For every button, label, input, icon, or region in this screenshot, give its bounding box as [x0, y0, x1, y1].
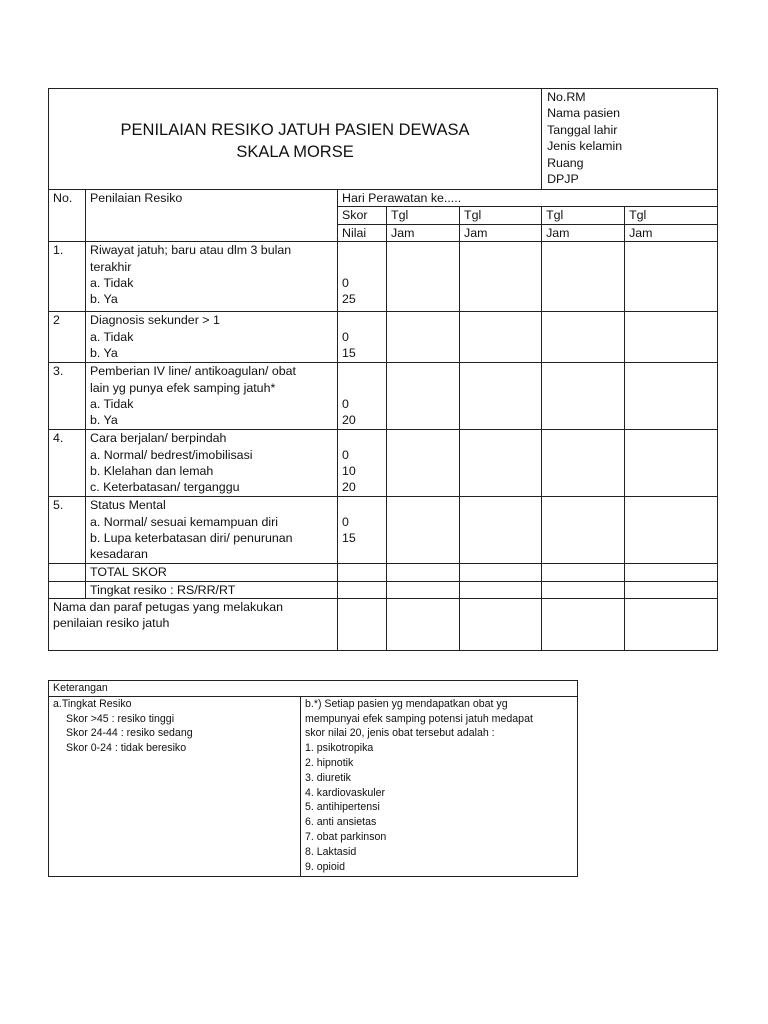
- signature-label-line: penilaian resiko jatuh: [53, 616, 170, 631]
- signature-row: [49, 599, 718, 651]
- entry-cell[interactable]: [542, 581, 625, 598]
- entry-cell[interactable]: [542, 599, 625, 651]
- keterangan-title: Keterangan: [49, 681, 578, 697]
- criteria-line: Cara berjalan/ berpindah: [90, 431, 227, 446]
- entry-cell[interactable]: [625, 581, 718, 598]
- score-value: [342, 242, 382, 258]
- score-value: 0: [342, 329, 349, 344]
- criteria-line: lain yg punya efek samping jatuh*: [90, 380, 276, 395]
- entry-cell[interactable]: [338, 581, 387, 598]
- criteria-line: b. Lupa keterbatasan diri/ penurunan: [90, 531, 293, 545]
- legend-heading: a.Tingkat Resiko: [53, 697, 132, 710]
- entry-cell[interactable]: [625, 242, 718, 312]
- entry-cell[interactable]: [387, 564, 460, 581]
- entry-cell[interactable]: [460, 497, 542, 564]
- drug-item: 5. antihipertensi: [305, 801, 380, 814]
- title-line-2: SKALA MORSE: [236, 143, 354, 161]
- title-line-1: PENILAIAN RESIKO JATUH PASIEN DEWASA: [120, 121, 470, 139]
- col-header-jam: Jam: [542, 224, 625, 241]
- entry-cell[interactable]: [387, 312, 460, 363]
- entry-cell[interactable]: [542, 363, 625, 430]
- score-value: 0: [342, 514, 349, 529]
- score-value: [342, 430, 382, 446]
- col-header-jam: Jam: [460, 224, 542, 241]
- signature-label: [49, 599, 338, 651]
- empty-cell: [49, 581, 86, 598]
- entry-cell[interactable]: [542, 430, 625, 497]
- entry-cell[interactable]: [542, 564, 625, 581]
- drug-item: 8. Laktasid: [305, 845, 357, 858]
- score-value: 0: [342, 397, 349, 411]
- col-header-skor: Skor: [338, 207, 387, 224]
- criteria-line: Diagnosis sekunder > 1: [90, 313, 220, 328]
- item-criteria: [86, 430, 338, 497]
- criteria-line: b. Ya: [90, 413, 118, 428]
- item-criteria: [86, 363, 338, 430]
- entry-cell[interactable]: [387, 430, 460, 497]
- score-value: 15: [342, 531, 356, 545]
- entry-cell[interactable]: [460, 564, 542, 581]
- note-line: b.*) Setiap pasien yg mendapatkan obat yg: [305, 697, 508, 710]
- patient-info-box: [542, 89, 718, 190]
- field-dpjp: DPJP: [547, 171, 579, 186]
- empty-cell: [49, 564, 86, 581]
- risk-level-legend: [49, 696, 301, 876]
- col-header-nilai: Nilai: [338, 224, 387, 241]
- field-tanggal-lahir: Tanggal lahir: [547, 122, 618, 137]
- score-value: 0: [342, 447, 349, 462]
- item-number: 1.: [49, 242, 86, 312]
- entry-cell[interactable]: [460, 363, 542, 430]
- criteria-line: b. Ya: [90, 346, 118, 360]
- entry-cell[interactable]: [625, 497, 718, 564]
- criteria-line: kesadaran: [90, 547, 148, 562]
- note-line: mempunyai efek samping potensi jatuh medapat: [305, 712, 533, 725]
- drug-item: 3. diuretik: [305, 771, 351, 784]
- item-number: 2: [49, 312, 86, 363]
- entry-cell[interactable]: [387, 363, 460, 430]
- total-row: [49, 564, 718, 581]
- item-scores: [338, 363, 387, 430]
- criteria-line: terakhir: [90, 259, 132, 274]
- table-row: [49, 312, 718, 363]
- score-value: 20: [342, 480, 356, 495]
- entry-cell[interactable]: [542, 497, 625, 564]
- legend-item: Skor 0-24 : tidak beresiko: [66, 742, 187, 755]
- drug-item: 1. psikotropika: [305, 742, 374, 755]
- col-header-no: No.: [49, 190, 86, 242]
- criteria-line: Pemberian IV line/ antikoagulan/ obat: [90, 364, 296, 379]
- item-number: 5.: [49, 497, 86, 564]
- col-header-tgl: Tgl: [387, 207, 460, 224]
- score-value: 15: [342, 346, 356, 360]
- entry-cell[interactable]: [387, 242, 460, 312]
- col-header-tgl: Tgl: [460, 207, 542, 224]
- entry-cell[interactable]: [460, 430, 542, 497]
- score-value: [342, 312, 382, 328]
- score-value: 20: [342, 413, 356, 428]
- score-value: [342, 259, 382, 275]
- item-criteria: [86, 497, 338, 564]
- score-value: 0: [342, 276, 349, 290]
- score-value: [342, 497, 382, 513]
- entry-cell[interactable]: [460, 599, 542, 651]
- criteria-line: Riwayat jatuh; baru atau dlm 3 bulan: [90, 243, 292, 258]
- col-header-tgl: Tgl: [542, 207, 625, 224]
- table-row: [49, 242, 718, 312]
- drug-item: 4. kardiovaskuler: [305, 786, 386, 799]
- criteria-line: b. Klelahan dan lemah: [90, 464, 214, 478]
- entry-cell[interactable]: [387, 599, 460, 651]
- entry-cell[interactable]: [338, 564, 387, 581]
- score-value: 25: [342, 292, 356, 307]
- entry-cell[interactable]: [625, 430, 718, 497]
- risk-level-label: Tingkat resiko : RS/RR/RT: [86, 581, 338, 598]
- item-number: 4.: [49, 430, 86, 497]
- item-criteria: [86, 312, 338, 363]
- item-number: 3.: [49, 363, 86, 430]
- item-scores: [338, 430, 387, 497]
- keterangan-table: [48, 680, 578, 877]
- entry-cell[interactable]: [460, 581, 542, 598]
- score-value: [342, 380, 382, 396]
- field-ruang: Ruang: [547, 155, 584, 170]
- entry-cell[interactable]: [460, 312, 542, 363]
- field-jenis-kelamin: Jenis kelamin: [547, 139, 623, 154]
- table-row: [49, 363, 718, 430]
- col-header-jam: Jam: [625, 224, 718, 241]
- entry-cell[interactable]: [460, 242, 542, 312]
- item-scores: [338, 242, 387, 312]
- score-value: 10: [342, 464, 356, 478]
- field-nama-pasien: Nama pasien: [547, 106, 621, 121]
- note-line: skor nilai 20, jenis obat tersebut adalah :: [305, 727, 495, 740]
- form-title: [49, 89, 542, 190]
- morse-scale-table: [48, 88, 718, 651]
- criteria-line: a. Normal/ bedrest/imobilisasi: [90, 447, 253, 462]
- entry-cell[interactable]: [387, 581, 460, 598]
- drug-item: 7. obat parkinson: [305, 830, 387, 843]
- drug-item: 9. opioid: [305, 860, 346, 873]
- risk-level-row: [49, 581, 718, 598]
- drug-list-note: [301, 696, 578, 876]
- col-header-tgl: Tgl: [625, 207, 718, 224]
- drug-item: 6. anti ansietas: [305, 816, 377, 829]
- col-header-hari: Hari Perawatan ke.....: [338, 190, 718, 207]
- criteria-line: b. Ya: [90, 292, 118, 307]
- item-scores: [338, 497, 387, 564]
- entry-cell[interactable]: [625, 564, 718, 581]
- entry-cell[interactable]: [625, 599, 718, 651]
- legend-item: Skor 24-44 : resiko sedang: [66, 727, 193, 740]
- criteria-line: a. Tidak: [90, 397, 134, 411]
- criteria-line: a. Tidak: [90, 276, 134, 290]
- entry-cell[interactable]: [542, 242, 625, 312]
- item-criteria: [86, 242, 338, 312]
- item-scores: [338, 312, 387, 363]
- col-header-penilaian: Penilaian Resiko: [86, 190, 338, 242]
- col-header-jam: Jam: [387, 224, 460, 241]
- entry-cell[interactable]: [338, 599, 387, 651]
- entry-cell[interactable]: [542, 312, 625, 363]
- criteria-line: a. Normal/ sesuai kemampuan diri: [90, 514, 279, 529]
- entry-cell[interactable]: [625, 312, 718, 363]
- score-value: [342, 546, 382, 562]
- criteria-line: c. Keterbatasan/ terganggu: [90, 480, 240, 495]
- table-row: [49, 430, 718, 497]
- criteria-line: Status Mental: [90, 498, 166, 513]
- table-row: [49, 497, 718, 564]
- entry-cell[interactable]: [625, 363, 718, 430]
- legend-item: Skor >45 : resiko tinggi: [66, 712, 175, 725]
- criteria-line: a. Tidak: [90, 329, 134, 344]
- drug-item: 2. hipnotik: [305, 756, 354, 769]
- score-value: [342, 363, 382, 379]
- total-label: TOTAL SKOR: [86, 564, 338, 581]
- field-no-rm: No.RM: [547, 90, 586, 104]
- signature-label-line: Nama dan paraf petugas yang melakukan: [53, 600, 284, 615]
- entry-cell[interactable]: [387, 497, 460, 564]
